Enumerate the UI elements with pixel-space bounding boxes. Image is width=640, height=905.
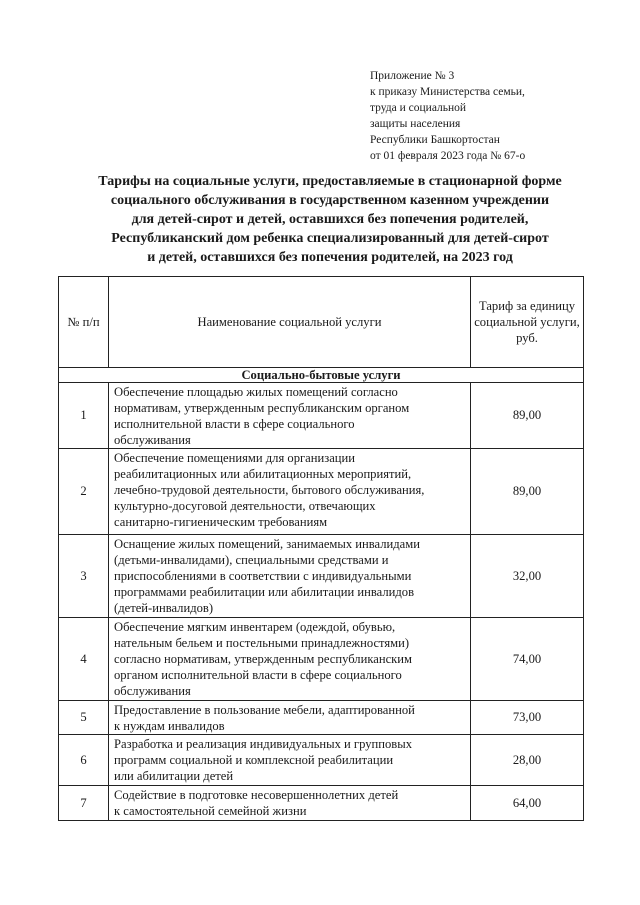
- name-line: (детей-инвалидов): [114, 601, 214, 615]
- row-price: 89,00: [471, 383, 584, 449]
- name-line: Обеспечение площадью жилых помещений согласно: [114, 385, 398, 399]
- row-number: 5: [59, 701, 109, 735]
- annex-line: к приказу Министерства семьи,: [370, 86, 525, 98]
- name-line: обслуживания: [114, 684, 191, 698]
- name-line: Предоставление в пользование мебели, адаптированной: [114, 703, 415, 717]
- row-price: 89,00: [471, 449, 584, 535]
- section-row: [59, 368, 584, 383]
- row-number: 2: [59, 449, 109, 535]
- name-line: органом исполнительной власти в сфере социального: [114, 668, 402, 682]
- row-number: 3: [59, 535, 109, 618]
- name-line: культурно-досуговой деятельности, отвечающих: [114, 499, 376, 513]
- title-line: социального обслуживания в государственном казенном учреждении: [110, 193, 550, 208]
- name-line: или абилитации детей: [114, 769, 234, 783]
- row-price: 74,00: [471, 618, 584, 701]
- row-price: 73,00: [471, 701, 584, 735]
- name-line: согласно нормативам, утвержденным республиканским: [114, 652, 412, 666]
- name-line: исполнительной власти в сфере социального: [114, 417, 355, 431]
- name-line: (детьми-инвалидами), специальными средствами и: [114, 553, 389, 567]
- table-row: [59, 735, 584, 786]
- header-service-name: Наименование социальной услуги: [109, 277, 471, 368]
- name-line: реабилитационных или абилитационных мероприятий,: [114, 467, 412, 481]
- name-line: программ социальной и комплексной реабилитации: [114, 753, 394, 767]
- row-service-name: [109, 735, 471, 786]
- table-row: [59, 449, 584, 535]
- name-line: приспособлениями в соответствии с индивидуальными: [114, 569, 412, 583]
- name-line: Оснащение жилых помещений, занимаемых инвалидами: [114, 537, 420, 551]
- name-line: Обеспечение мягким инвентарем (одеждой, обувью,: [114, 620, 396, 634]
- annex-line: Приложение № 3: [370, 70, 455, 82]
- table-row: [59, 701, 584, 735]
- tariffs-table: [58, 276, 584, 821]
- name-line: санитарно-гигиеническим требованиям: [114, 515, 328, 529]
- row-service-name: [109, 618, 471, 701]
- row-number: 6: [59, 735, 109, 786]
- annex-line: труда и социальной: [370, 102, 467, 114]
- annex-line: от 01 февраля 2023 года № 67-о: [370, 150, 526, 162]
- name-line: нормативам, утвержденным республиканским органом: [114, 401, 410, 415]
- row-service-name: [109, 786, 471, 821]
- table-row: [59, 618, 584, 701]
- row-number: 7: [59, 786, 109, 821]
- title-line: Тарифы на социальные услуги, предоставляемые в стационарной форме: [98, 174, 562, 189]
- row-service-name: [109, 383, 471, 449]
- table-row: [59, 535, 584, 618]
- row-service-name: [109, 701, 471, 735]
- name-line: Содействие в подготовке несовершеннолетних детей: [114, 788, 399, 802]
- name-line: программами реабилитации или абилитации инвалидов: [114, 585, 415, 599]
- row-service-name: [109, 449, 471, 535]
- row-service-name: [109, 535, 471, 618]
- row-number: 1: [59, 383, 109, 449]
- name-line: к самостоятельной семейной жизни: [114, 804, 307, 818]
- row-price: 28,00: [471, 735, 584, 786]
- section-title: Социально-бытовые услуги: [59, 368, 584, 383]
- name-line: лечебно-трудовой деятельности, бытового обслуживания,: [114, 483, 425, 497]
- table-row: [59, 786, 584, 821]
- name-line: Обеспечение помещениями для организации: [114, 451, 356, 465]
- row-price: 64,00: [471, 786, 584, 821]
- title-line: для детей-сирот и детей, оставшихся без попечения родителей,: [131, 212, 529, 227]
- name-line: к нуждам инвалидов: [114, 719, 225, 733]
- name-line: обслуживания: [114, 433, 191, 447]
- table-row: [59, 383, 584, 449]
- annex-line: Республики Башкортостан: [370, 134, 500, 146]
- header-number: № п/п: [59, 277, 109, 368]
- name-line: нательным бельем и постельными принадлежностями): [114, 636, 410, 650]
- name-line: Разработка и реализация индивидуальных и групповых: [114, 737, 412, 751]
- table-header-row: [59, 277, 584, 368]
- document-title: [60, 172, 600, 267]
- row-price: 32,00: [471, 535, 584, 618]
- title-line: Республиканский дом ребенка специализированный для детей-сирот: [111, 231, 549, 246]
- annex-line: защиты населения: [370, 118, 461, 130]
- annex-block: [370, 68, 525, 164]
- header-price: Тариф за единицу социальной услуги, руб.: [471, 277, 584, 368]
- title-line: и детей, оставшихся без попечения родителей, на 2023 год: [147, 250, 513, 265]
- row-number: 4: [59, 618, 109, 701]
